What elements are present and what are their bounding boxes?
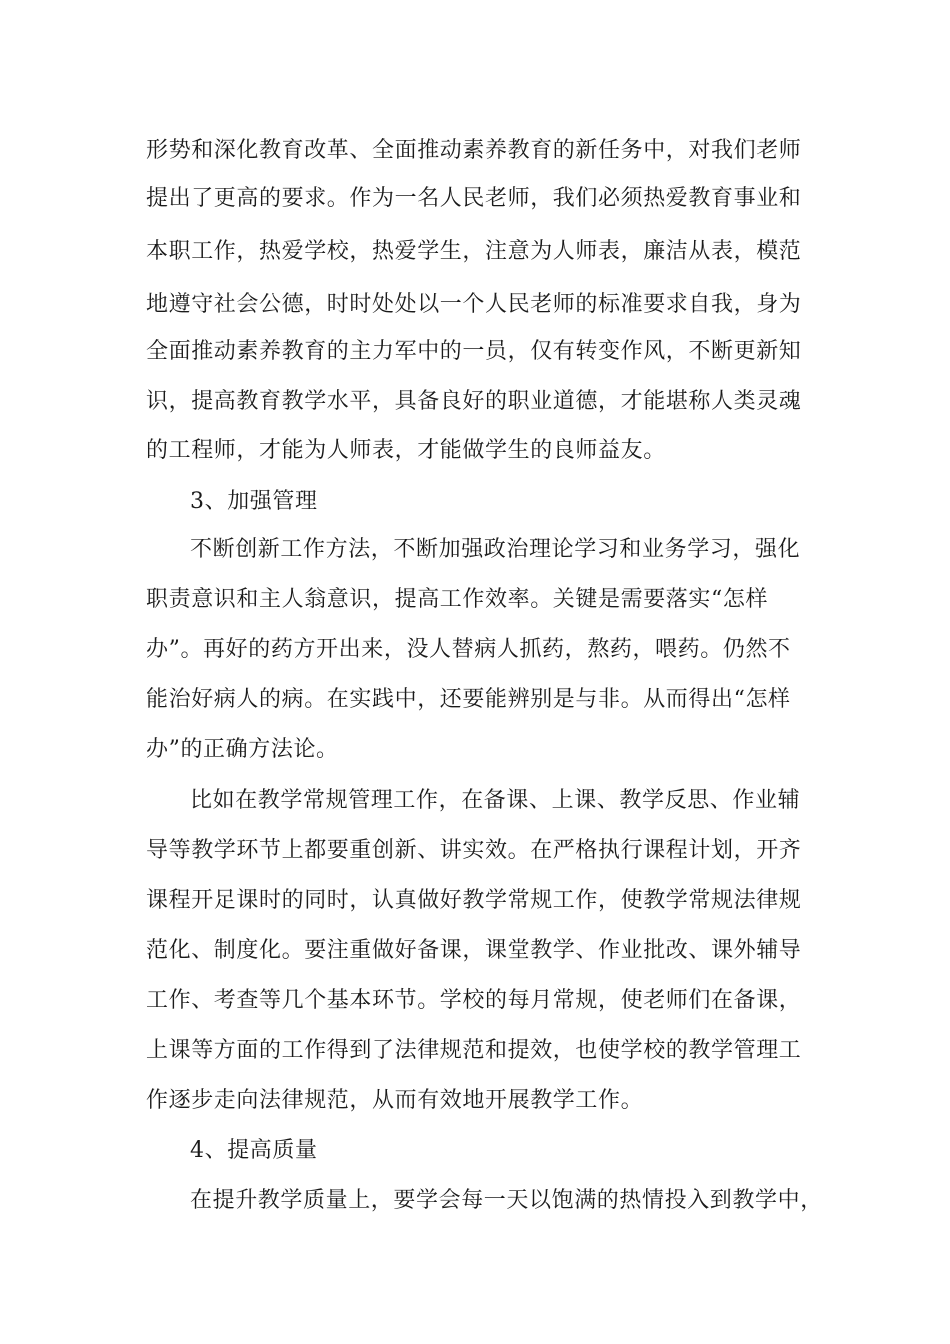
text-line: 的工程师，才能为人师表，才能做学生的良师益友。	[146, 438, 666, 463]
text-line: 工作、考查等几个基本环节。学校的每月常规，使老师们在备课，	[146, 988, 802, 1013]
text-line: 能治好病人的病。在实践中，还要能辨别是与非。从而得出“怎样	[146, 687, 791, 712]
text-line: 形势和深化教育改革、全面推动素养教育的新任务中，对我们老师	[146, 138, 802, 163]
text-line: 职责意识和主人翁意识，提高工作效率。关键是需要落实“怎样	[146, 587, 769, 612]
text-line: 提出了更高的要求。作为一名人民老师，我们必须热爱教育事业和	[146, 186, 802, 211]
section-heading: 3、加强管理	[190, 489, 318, 514]
text-line: 识，提高教育教学水平，具备良好的职业道德，才能堪称人类灵魂	[146, 389, 802, 414]
text-line: 办”。再好的药方开出来，没人替病人抓药，熬药，喂药。仍然不	[146, 637, 791, 662]
text-line: 导等教学环节上都要重创新、讲实效。在严格执行课程计划，开齐	[146, 838, 802, 863]
section-heading: 4、提高质量	[190, 1138, 318, 1163]
text-line: 课程开足课时的同时，认真做好教学常规工作，使教学常规法律规	[146, 888, 802, 913]
text-line: 在提升教学质量上，要学会每一天以饱满的热情投入到教学中，	[190, 1188, 823, 1213]
text-line: 办”的正确方法论。	[146, 737, 339, 762]
text-line: 范化、制度化。要注重做好备课，课堂教学、作业批改、课外辅导	[146, 938, 802, 963]
text-line: 比如在教学常规管理工作，在备课、上课、教学反思、作业辅	[190, 788, 801, 813]
text-line: 地遵守社会公德，时时处处以一个人民老师的标准要求自我，身为	[146, 292, 802, 317]
text-line: 不断创新工作方法，不断加强政治理论学习和业务学习，强化	[190, 537, 801, 562]
text-line: 上课等方面的工作得到了法律规范和提效，也使学校的教学管理工	[146, 1038, 802, 1063]
text-line: 全面推动素养教育的主力军中的一员，仅有转变作风，不断更新知	[146, 339, 802, 364]
text-line: 本职工作，热爱学校，热爱学生，注意为人师表，廉洁从表，模范	[146, 239, 802, 264]
text-line: 作逐步走向法律规范，从而有效地开展教学工作。	[146, 1088, 644, 1113]
